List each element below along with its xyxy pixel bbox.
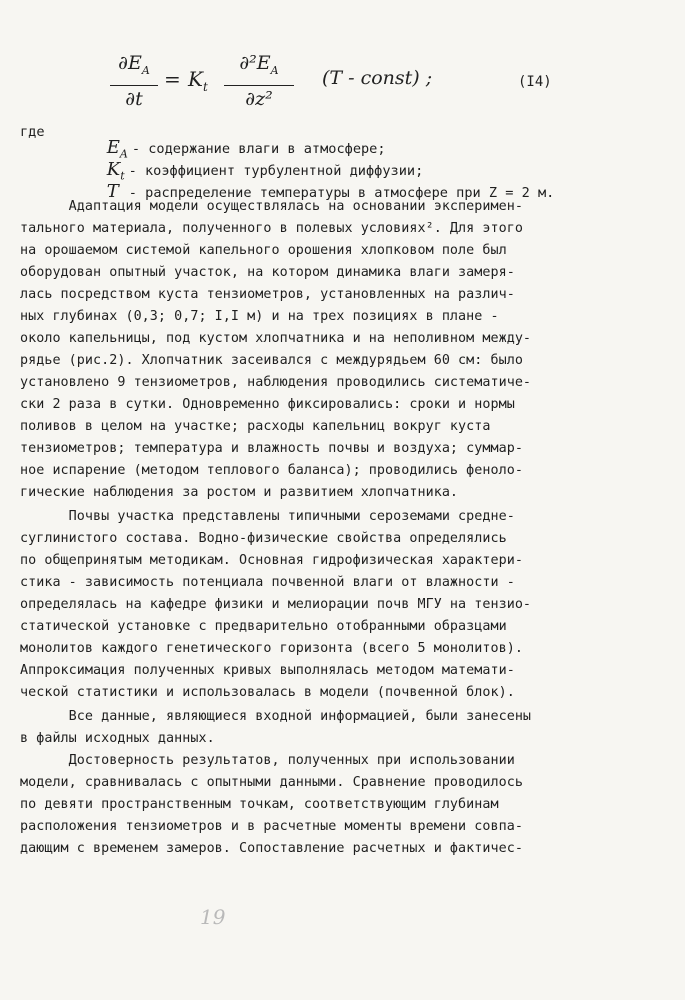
text-line: стика - зависимость потенциала почвенной влаги от влажности - bbox=[20, 575, 515, 590]
equation-lhs-fraction bbox=[110, 52, 158, 110]
text-line: Аппроксимация полученных кривых выполнялась методом математи- bbox=[20, 663, 515, 678]
text-line: определялась на кафедре физики и мелиорации почв МГУ на тензио- bbox=[20, 597, 532, 612]
text-line: поливов в целом на участке; расходы капельниц вокруг куста bbox=[20, 419, 491, 434]
legend-where-word: где bbox=[20, 124, 45, 140]
lhs-numerator-sub: A bbox=[141, 63, 150, 77]
text-line: лась посредством куста тензиометров, установленных на различ- bbox=[20, 287, 515, 302]
text-line: тального материала, полученного в полевых условиях². Для этого bbox=[20, 221, 523, 236]
lhs-denominator: ∂t bbox=[125, 87, 143, 110]
text-line: ное испарение (методом теплового баланса); проводились феноло- bbox=[20, 463, 523, 478]
equation-14 bbox=[110, 52, 580, 112]
text-line: монолитов каждого генетического горизонта (всего 5 монолитов). bbox=[20, 641, 523, 656]
legend-text: - содержание влаги в атмосфере; bbox=[131, 141, 386, 157]
legend-text: - коэффициент турбулентной диффузии; bbox=[128, 163, 424, 179]
legend-item-t bbox=[74, 165, 554, 226]
lhs-numerator: ∂E bbox=[118, 52, 142, 74]
lhs-fraction-bar bbox=[110, 85, 158, 86]
text-line: ски 2 раза в сутки. Одновременно фиксировались: сроки и нормы bbox=[20, 397, 515, 412]
legend-symbol-sub: t bbox=[120, 169, 125, 183]
text-line: рядье (рис.2). Хлопчатник засеивался с междурядьем 60 см: было bbox=[20, 353, 523, 368]
text-line: тензиометров; температура и влажность почвы и воздуха; суммар- bbox=[20, 441, 523, 456]
text-line: дающим с временем замеров. Сопоставление расчетных и фактичес- bbox=[20, 841, 523, 856]
rhs-numerator: ∂²E bbox=[239, 52, 271, 74]
text-line: Достоверность результатов, полученных при использовании bbox=[20, 753, 515, 768]
rhs-fraction-bar bbox=[224, 85, 294, 86]
text-line: установлено 9 тензиометров, наблюдения проводились систематиче- bbox=[20, 375, 532, 390]
text-line: модели, сравнивалась с опытными данными. Сравнение проводилось bbox=[20, 775, 523, 790]
text-line: Все данные, являющиеся входной информацией, были занесены bbox=[20, 709, 532, 724]
text-line: гические наблюдения за ростом и развитием хлопчатника. bbox=[20, 485, 459, 500]
legend-text: - распределение температуры в атмосфере при Z = 2 м. bbox=[128, 185, 555, 201]
text-line: Адаптация модели осуществлялась на основании эксперимен- bbox=[20, 199, 523, 214]
text-line: по девяти пространственным точкам, соответствующим глубинам bbox=[20, 797, 499, 812]
text-line: ных глубинах (0,3; 0,7; I,I м) и на трех позициях в плане - bbox=[20, 309, 499, 324]
text-line: около капельницы, под кустом хлопчатника и на неполивном между- bbox=[20, 331, 532, 346]
equation-rhs-fraction bbox=[224, 52, 294, 110]
legend-symbol-letter: T bbox=[106, 181, 119, 202]
text-line: суглинистого состава. Водно-физические свойства определялись bbox=[20, 531, 507, 546]
equation-condition: (T - const) ; bbox=[322, 67, 433, 89]
coefficient bbox=[188, 67, 208, 94]
text-line: Почвы участка представлены типичными сероземами средне- bbox=[20, 509, 515, 524]
text-line: на орошаемом системой капельного орошения хлопковом поле был bbox=[20, 243, 507, 258]
text-line: по общепринятым методикам. Основная гидрофизическая характери- bbox=[20, 553, 523, 568]
rhs-numerator-sub: A bbox=[270, 63, 279, 77]
legend-symbol-sub: A bbox=[119, 147, 128, 161]
legend-symbol-letter: E bbox=[106, 137, 120, 158]
rhs-denominator: ∂z² bbox=[245, 87, 273, 110]
text-line: оборудован опытный участок, на котором динамика влаги замеря- bbox=[20, 265, 515, 280]
equals-sign: = bbox=[164, 67, 181, 91]
page-number: 19 bbox=[200, 905, 226, 929]
text-line: статической установке с предварительно отобранными образцами bbox=[20, 619, 507, 634]
coefficient-symbol: K bbox=[188, 67, 203, 91]
equation-number: (I4) bbox=[518, 74, 552, 90]
text-line: расположения тензиометров и в расчетные моменты времени совпа- bbox=[20, 819, 523, 834]
legend-symbol-letter: K bbox=[106, 159, 121, 180]
text-line: в файлы исходных данных. bbox=[20, 731, 215, 746]
text-line: ческой статистики и использовалась в модели (почвенной блок). bbox=[20, 685, 515, 700]
coefficient-sub: t bbox=[202, 80, 208, 94]
